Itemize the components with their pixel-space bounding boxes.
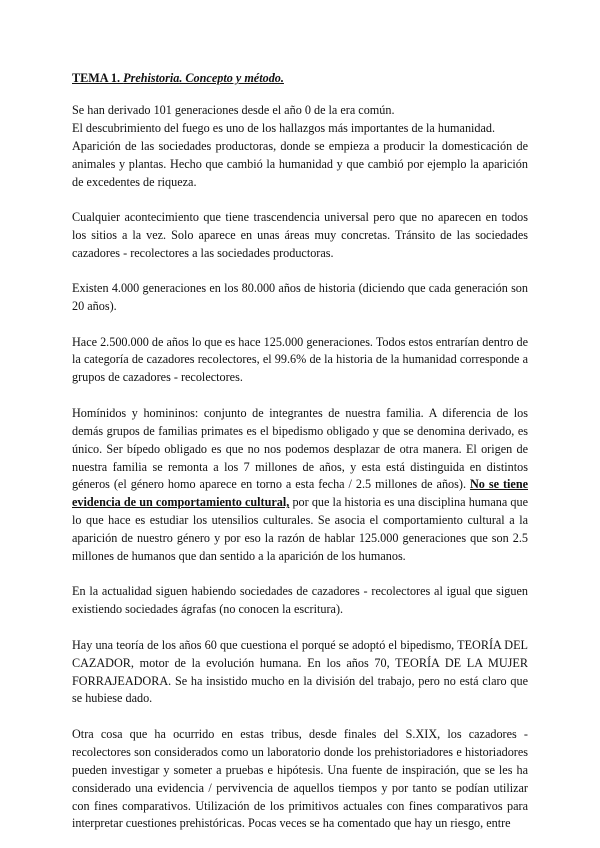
paragraph-hominids (72, 405, 528, 566)
paragraph-fire: El descubrimiento del fuego es uno de los hallazgos más importantes de la humanidad. (72, 120, 496, 135)
title-subject: Prehistoria. Concepto y método. (123, 71, 284, 85)
paragraph-generations: Se han derivado 101 generaciones desde el año 0 de la era común. (72, 103, 395, 117)
paragraph-universal-event: Cualquier acontecimiento que tiene trascendencia universal pero que no aparecen en todos los sitios a la vez. Solo aparece en unas áreas muy concretas. Tránsito de las sociedades cazadores - recolectores a las sociedades productoras. (72, 210, 528, 260)
paragraph-current-societies: En la actualidad siguen habiendo sociedades de cazadores - recolectores al igual que siguen existiendo sociedades ágrafas (no conocen la escritura). (72, 584, 528, 617)
hominids-emphasis: No se tiene evidencia de un comportamiento cultural, (72, 477, 529, 510)
title-prefix: TEMA 1. (72, 71, 124, 85)
paragraph-productive-societies: Aparición de las sociedades productoras, donde se empieza a producir la domesticación de animales y plantas. Hecho que cambió la humanidad y que cambió por ejemplo la aparición de excedentes de riqueza. (72, 138, 528, 189)
hominids-text-end: por que la historia es una disciplina humana que lo que hace es estudiar los utensilios culturales. Se asocia el comportamiento cultural a la aparición de nuestro género y por eso la razón de hablar 125.000 generaciones que son 2.5 millones de humanos que dan sentido a la aparición de los humanos. (72, 495, 528, 564)
paragraph-theories: Hay una teoría de los años 60 que cuestiona el porqué se adoptó el bipedismo, TEORÍA DEL CAZADOR, motor de la evolución humana. En los años 70, TEORÍA DE LA MUJER FORRAJEADORA. Se ha insistido mucho en la división del trabajo, pero no está claro que se hubiese dado. (72, 637, 528, 706)
document-title (72, 70, 528, 87)
paragraph-hunter-gatherers: Hace 2.500.000 de años lo que es hace 125.000 generaciones. Todos estos entrarían dentro de la categoría de cazadores recolectores, el 99.6% de la historia de la humanidad corresponde a grupos de cazadores - recolectores. (72, 334, 528, 385)
hominids-text-start: Homínidos y homininos: conjunto de integrantes de nuestra familia. A diferencia de los demás grupos de familias primates es el bipedismo obligado y que se denomina derivado, es único. Ser bípedo obligado es que no nos podemos desplazar de otra manera. El origen de nuestra familia se remonta a los 7 millones de años, y esta está distinguida en distintos géneros (el género homo aparece en torno a esta fecha / 2.5 millones de años). (72, 405, 528, 492)
paragraph-laboratory: Otra cosa que ha ocurrido en estas tribus, desde finales del S.XIX, los cazadores - recolectores son considerados como un laboratorio donde los prehistoriadores e historiadores pueden investigar y someter a pruebas e hipótesis. Una fuente de inspiración, que se les ha considerado una evidencia / pervivencia de aquellos tiempos y por tanto se podían utilizar con fines comparativos. Utilización de los primitivos actuales con fines comparativos para interpretar cuestiones prehistóricas. Pocas veces se ha comentado que hay un riesgo, entre (72, 726, 528, 831)
paragraph-4000-generations: Existen 4.000 generaciones en los 80.000 años de historia (diciendo que cada generación son 20 años). (72, 281, 528, 314)
